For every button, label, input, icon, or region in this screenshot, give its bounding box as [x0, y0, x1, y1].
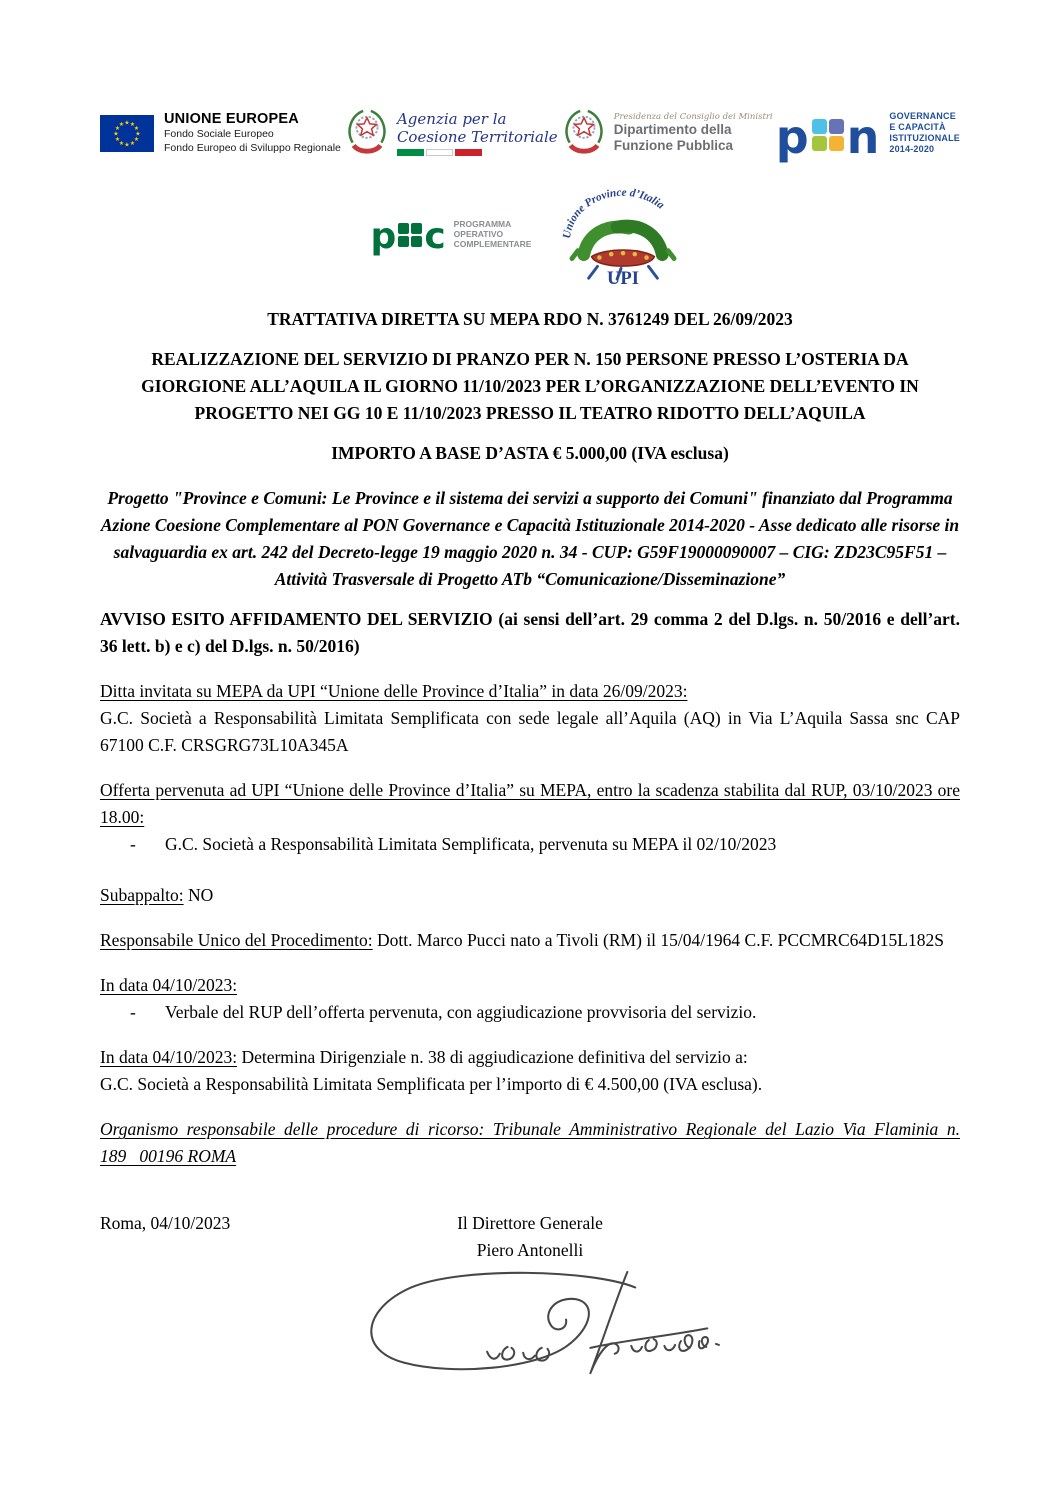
- dipartimento-logo-text: [614, 113, 773, 153]
- received-offer-text: G.C. Società a Responsabilità Limitata Semplificata, pervenuta su MEPA il 02/10/2023: [165, 834, 777, 854]
- notice-heading-lead: AVVISO ESITO AFFIDAMENTO DEL SERVIZIO: [100, 609, 499, 629]
- received-offer-item: [100, 831, 960, 858]
- svg-text:★: ★: [135, 130, 141, 137]
- invited-company-details: G.C. Società a Responsabilità Limitata Semplificata con sede legale all’Aquila (AQ) in Via L’Aquila Sassa snc CAP 67100 C.F. CRSGRG73L10A345A: [100, 708, 960, 755]
- svg-text:★: ★: [129, 120, 136, 128]
- poc-caption: [454, 219, 532, 250]
- notice-heading-reference: (ai sensi dell’art. 29 comma 2 del D.lgs. n. 50/2016 e dell’art. 36 lett. b) e c) del D.lgs. n. 50/2016): [100, 609, 960, 656]
- poc-caption-line: PROGRAMMA: [453, 218, 512, 229]
- rup-line: Responsabile Unico del Procedimento: Dott. Marco Pucci nato a Tivoli (RM) il 15/04/1964 C.F. PCCMRC64D15L182S: [100, 930, 944, 950]
- svg-text:★: ★: [114, 124, 121, 132]
- handwritten-signature: [340, 1268, 720, 1380]
- svg-text:★: ★: [133, 124, 140, 132]
- signer-role: Il Direttore Generale: [457, 1213, 603, 1233]
- italy-emblem-icon: [561, 107, 607, 159]
- section-definitive-award: [100, 1044, 960, 1098]
- pon-caption-line: E CAPACITÀ: [889, 122, 946, 133]
- provisional-award-item: [100, 999, 960, 1026]
- section-invited-company: [100, 678, 960, 759]
- svg-text:★: ★: [118, 139, 125, 147]
- section-received-offer: [100, 777, 960, 858]
- notice-heading: [100, 606, 960, 660]
- agenzia-line2: Coesione Territoriale: [396, 128, 558, 146]
- poc-caption-line: OPERATIVO: [453, 228, 504, 239]
- agenzia-coesione-logo: [344, 107, 558, 159]
- svg-text:★: ★: [133, 135, 140, 143]
- upi-arc-text: Unione Province d’Italia: [561, 186, 667, 240]
- svg-text:★: ★: [124, 141, 130, 148]
- eu-logo-title: UNIONE EUROPEA: [164, 110, 299, 127]
- list-dash-marker: -: [130, 1002, 136, 1022]
- signature-area: [100, 1268, 960, 1380]
- logo-row-secondary: [100, 182, 960, 286]
- eu-logo-line2: Fondo Europeo di Sviluppo Regionale: [164, 142, 341, 154]
- dipartimento-line1: Dipartimento della: [613, 122, 732, 138]
- agenzia-line1: Agenzia per la: [396, 110, 507, 128]
- upi-logo: [557, 182, 689, 286]
- logo-row-primary: [100, 100, 960, 166]
- signer-name: Piero Antonelli: [476, 1240, 584, 1260]
- poc-letter-p: p: [370, 216, 397, 258]
- received-offer-heading: Offerta pervenuta ad UPI “Unione delle Province d’Italia” su MEPA, entro la scadenza stabilita dal RUP, 03/10/2023 ore 18.00:: [100, 780, 960, 827]
- section-provisional-award: [100, 972, 960, 1026]
- appeal-body-line: Organismo responsabile delle procedure di ricorso: Tribunale Amministrativo Regionale del Lazio Via Flaminia n. 189 00196 ROMA: [100, 1119, 960, 1166]
- agenzia-logo-text: [397, 110, 558, 156]
- subcontracting-line: Subappalto: NO: [100, 885, 214, 905]
- upi-label: UPI: [607, 268, 640, 286]
- pon-logo: [775, 109, 960, 164]
- eu-logo-line1: Fondo Sociale Europeo: [164, 127, 274, 140]
- eu-flag-icon: [100, 115, 154, 152]
- document-body: [100, 306, 960, 1380]
- place-date: Roma, 04/10/2023: [100, 1213, 231, 1233]
- italy-tricolor-bar: [397, 149, 558, 156]
- svg-text:★: ★: [114, 135, 121, 143]
- pon-caption-line: GOVERNANCE: [889, 111, 956, 122]
- poc-squares-icon: [398, 223, 422, 247]
- base-amount-line: IMPORTO A BASE D’ASTA € 5.000,00 (IVA esclusa): [331, 443, 729, 463]
- poc-logo: [370, 216, 532, 258]
- definitive-award-heading: In data 04/10/2023: Determina Dirigenziale n. 38 di aggiudicazione definitiva del servizio a:: [100, 1047, 748, 1067]
- pon-squares-icon: [812, 119, 844, 151]
- poc-caption-line: COMPLEMENTARE: [453, 239, 532, 250]
- closing-row: [100, 1210, 960, 1264]
- pon-caption: [889, 111, 960, 154]
- list-dash-marker: -: [130, 834, 136, 854]
- eu-logo-text: [164, 111, 341, 155]
- project-funding-paragraph: Progetto "Province e Comuni: Le Province e il sistema dei servizi a supporto dei Comuni" finanziato dal Programma Azione Coesione Complementare al PON Governance e Capacità Istituzionale 2014-2020 - Asse dedicato alle risorse in salvaguardia ex art. 242 del Decreto-legge 19 maggio 2020 n. 34 - CUP: G59F19000090007 – CIG: ZD23C95F51 – Attività Trasversale di Progetto ATb “Comunicazione/Disseminazione”: [100, 488, 960, 589]
- svg-text:★: ★: [129, 139, 136, 147]
- pon-letter-n: n: [846, 109, 880, 164]
- svg-text:★: ★: [113, 130, 119, 137]
- funzione-pubblica-logo: [561, 107, 773, 159]
- definitive-award-details: G.C. Società a Responsabilità Limitata Semplificata per l’importo di € 4.500,00 (IVA esclusa).: [100, 1074, 763, 1094]
- dipartimento-line2: Funzione Pubblica: [613, 137, 733, 153]
- dipartimento-pre-line: Presidenza del Consiglio dei Ministri: [613, 111, 773, 122]
- invited-company-heading: Ditta invitata su MEPA da UPI “Unione delle Province d’Italia” in data 26/09/2023:: [100, 681, 688, 701]
- eu-logo: [100, 111, 341, 155]
- document-subject: REALIZZAZIONE DEL SERVIZIO DI PRANZO PER N. 150 PERSONE PRESSO L’OSTERIA DA GIORGIONE ALL’AQUILA IL GIORNO 11/10/2023 PER L’ORGANIZZAZIONE DELL’EVENTO IN PROGETTO NEI GG 10 E 11/10/2023 PRESSO IL TEATRO RIDOTTO DELL’AQUILA: [141, 349, 919, 423]
- italy-emblem-icon: [344, 107, 390, 159]
- pon-caption-line: 2014-2020: [889, 143, 935, 154]
- pon-letter-p: p: [775, 109, 809, 164]
- svg-text:★: ★: [124, 119, 130, 126]
- provisional-award-date: In data 04/10/2023:: [100, 975, 238, 995]
- provisional-award-text: Verbale del RUP dell’offerta pervenuta, con aggiudicazione provvisoria del servizio.: [165, 1002, 757, 1022]
- pon-caption-line: ISTITUZIONALE: [889, 133, 960, 143]
- poc-letter-c: c: [424, 216, 446, 258]
- svg-text:★: ★: [118, 120, 125, 128]
- document-title: TRATTATIVA DIRETTA SU MEPA RDO N. 3761249 DEL 26/09/2023: [267, 309, 793, 329]
